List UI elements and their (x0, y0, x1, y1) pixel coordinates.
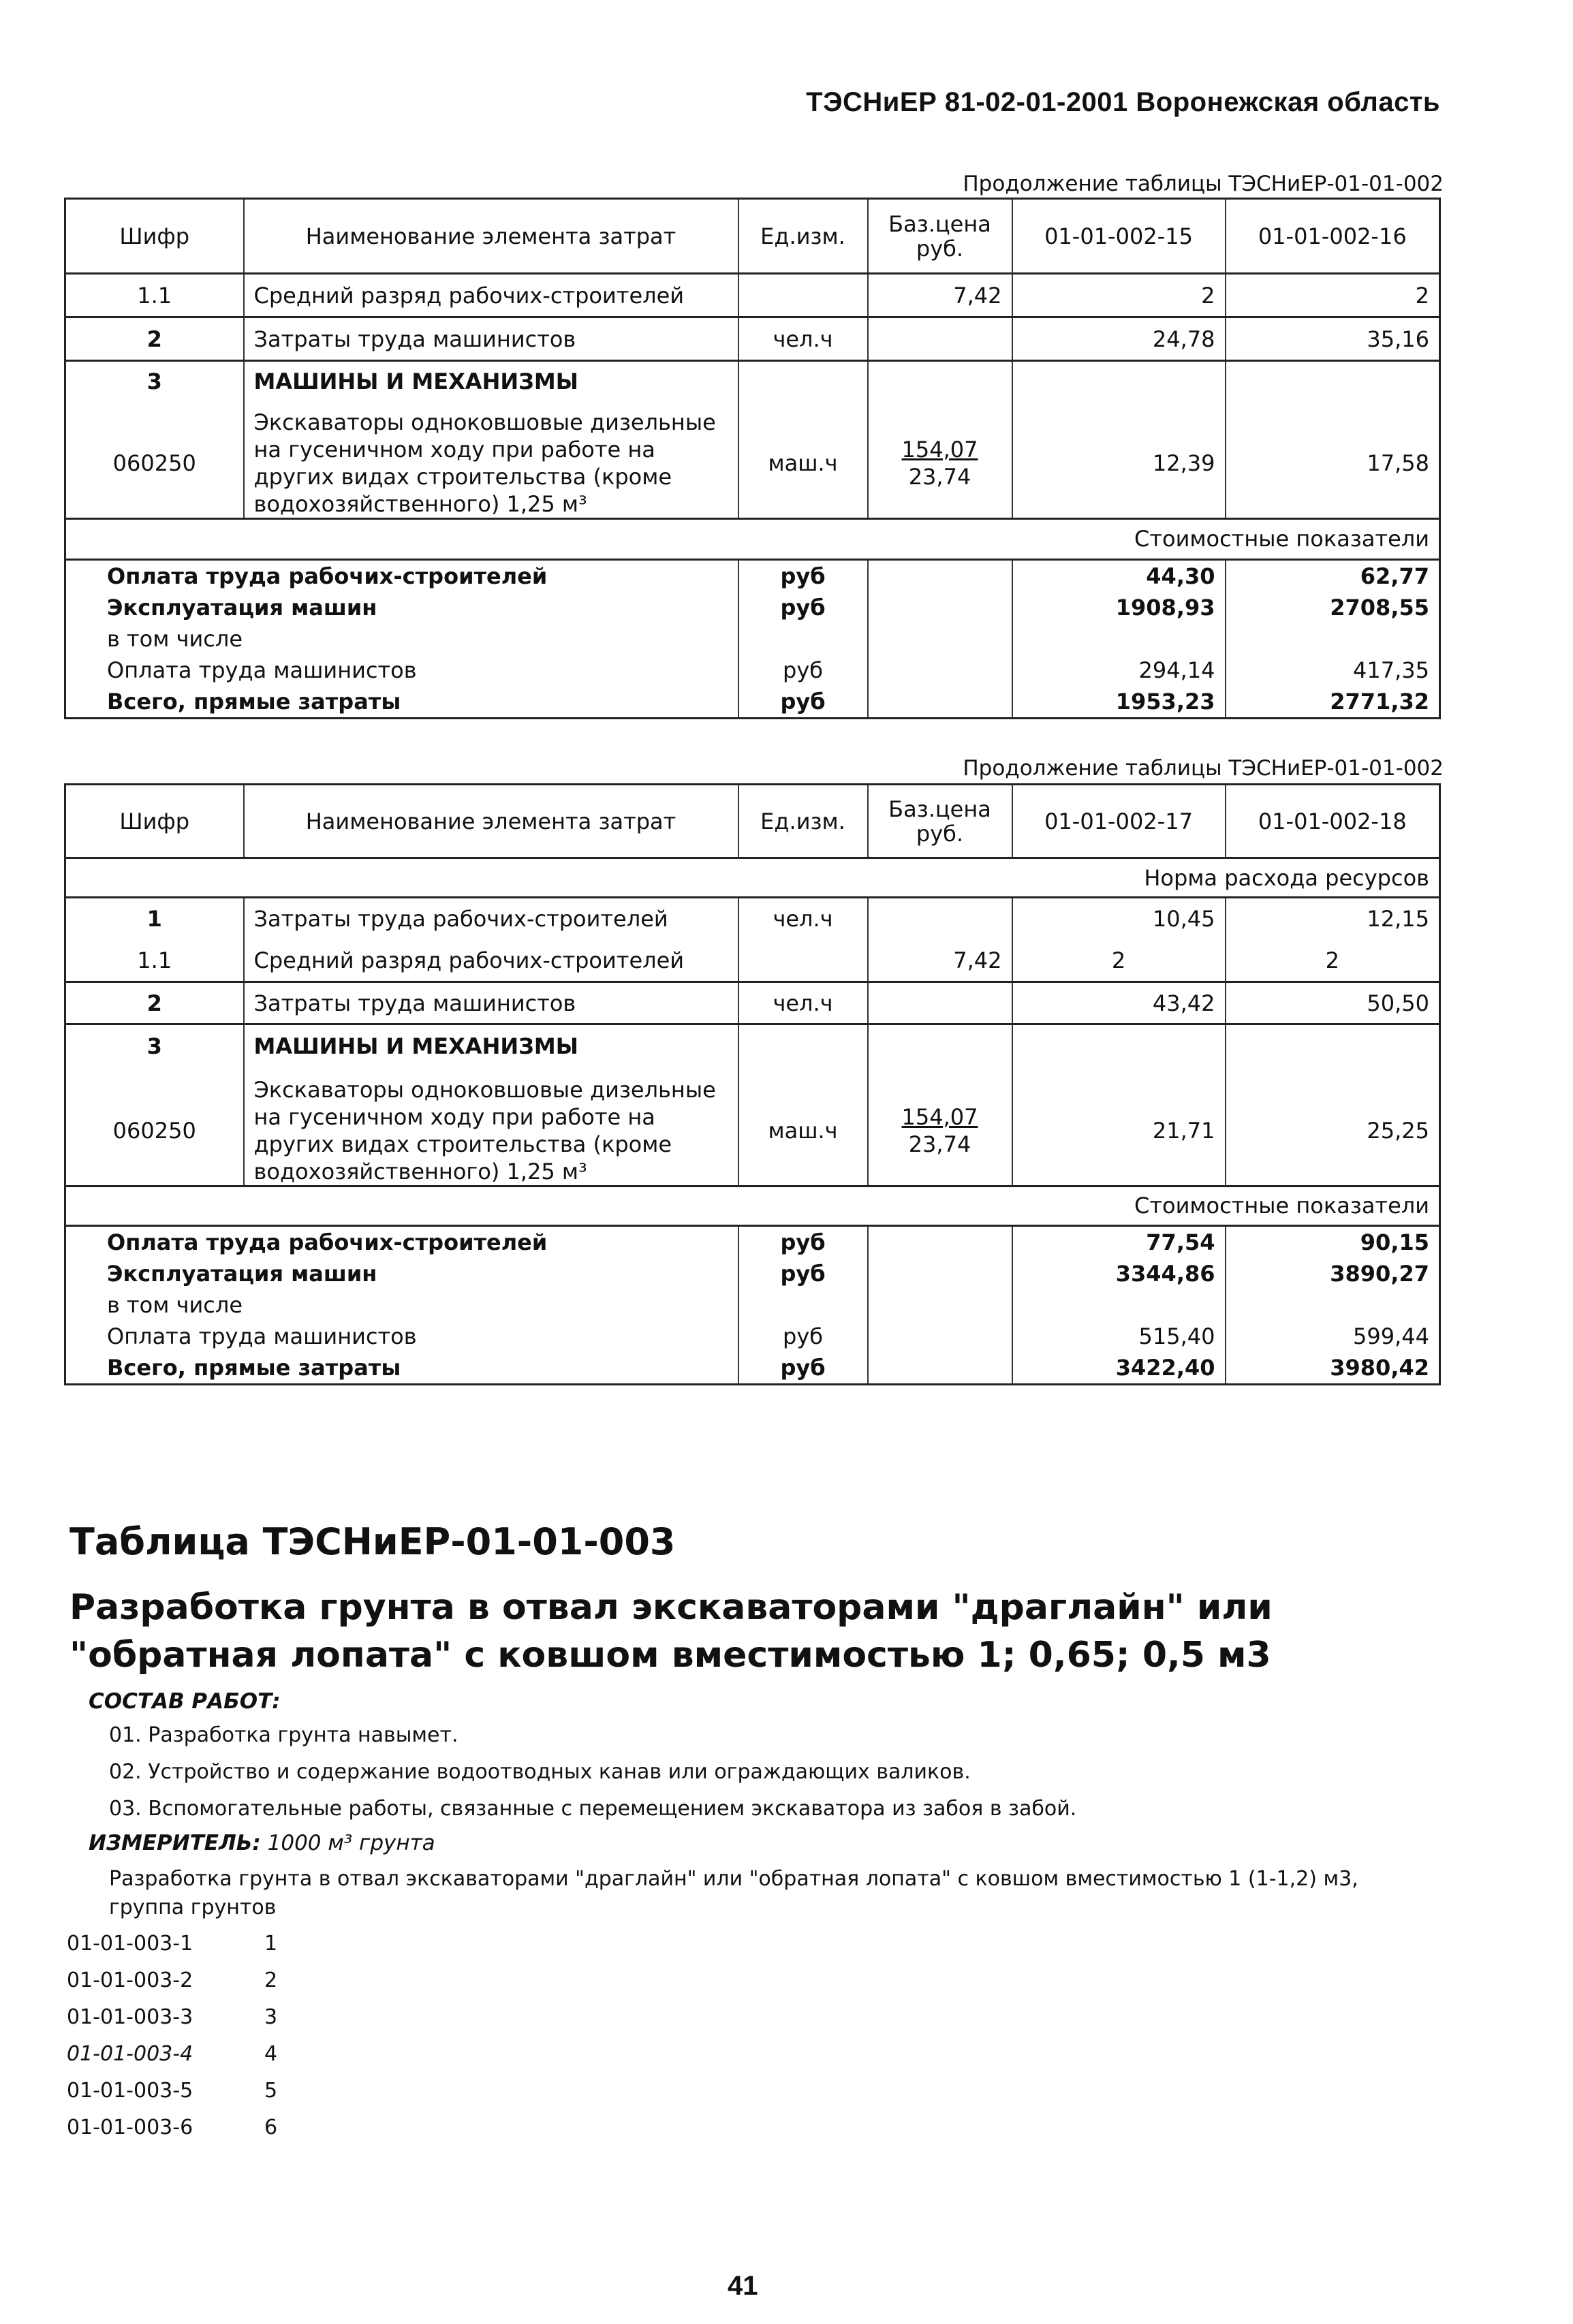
header-name: Наименование элемента затрат (244, 785, 738, 858)
header-unit: Ед.изм. (738, 785, 868, 858)
row-price (868, 982, 1012, 1024)
code-item: 01-01-003-2 (67, 1968, 193, 1992)
row-price-machinist: 23,74 (908, 463, 971, 490)
table1-header-row (65, 199, 1440, 274)
table-row (65, 898, 1440, 940)
row-name: МАШИНЫ И МЕХАНИЗМЫ (244, 1024, 738, 1068)
row-unit (738, 274, 868, 317)
cost-section-label: Стоимостные показатели (1012, 518, 1440, 559)
row-value1: 24,78 (1012, 317, 1226, 361)
header-name: Наименование элемента затрат (244, 199, 738, 274)
cost-section-label: Стоимостные показатели (1012, 1186, 1440, 1225)
page-header: ТЭСНиЕР 81-02-01-2001 Воронежская область (806, 87, 1440, 117)
row-value1: 2 (1012, 274, 1226, 317)
cost-row (65, 1289, 1440, 1321)
row-value2: 35,16 (1226, 317, 1440, 361)
row-value2: 50,50 (1226, 982, 1440, 1024)
page-number: 41 (728, 2271, 758, 2301)
cost-row (65, 623, 1440, 655)
code-item: 01-01-003-4 (67, 2042, 193, 2066)
cost-unit: руб (738, 1352, 868, 1385)
table-row (65, 361, 1440, 402)
measure-label: ИЗМЕРИТЕЛЬ: (89, 1831, 261, 1855)
cost-value2: 2708,55 (1226, 592, 1440, 623)
cost-unit: руб (738, 1225, 868, 1258)
row-unit: чел.ч (738, 982, 868, 1024)
row-code: 060250 (65, 402, 244, 519)
cost-name: в том числе (65, 623, 738, 655)
row-unit: чел.ч (738, 317, 868, 361)
work-composition-label: СОСТАВ РАБОТ: (89, 1689, 281, 1714)
table1 (64, 198, 1441, 719)
row-name: Затраты труда машинистов (244, 982, 738, 1024)
code-group: 2 (264, 1968, 278, 1992)
row-price: 7,42 (868, 940, 1012, 982)
row-unit: маш.ч (738, 402, 868, 519)
cost-name: Оплата труда машинистов (65, 1321, 738, 1352)
cost-name: Эксплуатация машин (65, 1258, 738, 1289)
cost-label-row (65, 1186, 1440, 1225)
code-group: 4 (264, 2042, 278, 2066)
row-name: МАШИНЫ И МЕХАНИЗМЫ (244, 361, 738, 402)
header-col1: 01-01-002-15 (1012, 199, 1226, 274)
row-name: Экскаваторы одноковшовые дизельные на гусеничном ходу при работе на других видах строительства (кроме водохозяйственного) 1,25 м³ (244, 1068, 738, 1187)
code-item: 01-01-003-3 (67, 2005, 193, 2029)
norm-label-row (65, 858, 1440, 898)
row-code: 3 (65, 1024, 244, 1068)
cost-value2: 599,44 (1226, 1321, 1440, 1352)
cost-name: Всего, прямые затраты (65, 686, 738, 719)
code-item: 01-01-003-1 (67, 1932, 193, 1956)
header-code: Шифр (65, 785, 244, 858)
cost-row (65, 1225, 1440, 1258)
cost-unit: руб (738, 559, 868, 592)
cost-value2: 90,15 (1226, 1225, 1440, 1258)
table-title: Таблица ТЭСНиЕР-01-01-003 (69, 1520, 676, 1563)
row-value1: 43,42 (1012, 982, 1226, 1024)
cost-value1: 1953,23 (1012, 686, 1226, 719)
header-col2: 01-01-002-16 (1226, 199, 1440, 274)
row-code: 2 (65, 317, 244, 361)
row-code: 2 (65, 982, 244, 1024)
row-name: Средний разряд рабочих-строителей (244, 274, 738, 317)
norm-section-label: Норма расхода ресурсов (1012, 858, 1440, 898)
section-heading: Разработка грунта в отвал экскаваторами "драглайн" или "обратная лопата" с ковшом вместимостью 1; 0,65; 0,5 м3 (69, 1587, 1273, 1676)
row-code: 1.1 (65, 940, 244, 982)
code-group: 5 (264, 2079, 278, 2103)
cost-value1: 294,14 (1012, 655, 1226, 686)
row-price: 154,07 (901, 1103, 978, 1130)
cost-value1: 515,40 (1012, 1321, 1226, 1352)
description: Разработка грунта в отвал экскаваторами "драглайн" или "обратная лопата" с ковшом вместимостью 1 (1-1,2) м3, группа грунтов (109, 1867, 1358, 1919)
row-code: 3 (65, 361, 244, 402)
cost-value2: 2771,32 (1226, 686, 1440, 719)
header-price: Баз.цена руб. (868, 785, 1012, 858)
table-row (65, 402, 1440, 519)
table-row (65, 982, 1440, 1024)
cost-name: Всего, прямые затраты (65, 1352, 738, 1385)
cost-unit: руб (738, 655, 868, 686)
row-value2: 12,15 (1226, 898, 1440, 940)
cost-unit: руб (738, 686, 868, 719)
row-name: Затраты труда рабочих-строителей (244, 898, 738, 940)
table2-header-row (65, 785, 1440, 858)
row-price (868, 898, 1012, 940)
cost-value2: 3980,42 (1226, 1352, 1440, 1385)
row-value1: 21,71 (1012, 1068, 1226, 1187)
measure-value: 1000 м³ грунта (267, 1831, 435, 1855)
cost-value1: 77,54 (1012, 1225, 1226, 1258)
code-item: 01-01-003-6 (67, 2116, 193, 2139)
row-unit: чел.ч (738, 898, 868, 940)
row-unit (738, 940, 868, 982)
cost-value1: 1908,93 (1012, 592, 1226, 623)
row-price-machinist: 23,74 (908, 1131, 971, 1157)
cost-row (65, 592, 1440, 623)
header-code: Шифр (65, 199, 244, 274)
cost-label-row (65, 518, 1440, 559)
cost-value2: 62,77 (1226, 559, 1440, 592)
row-value2: 2 (1226, 940, 1440, 982)
cost-unit: руб (738, 592, 868, 623)
row-price: 7,42 (868, 274, 1012, 317)
work-item: 01. Разработка грунта навымет. (109, 1723, 458, 1747)
row-value2: 25,25 (1226, 1068, 1440, 1187)
row-value2: 2 (1226, 274, 1440, 317)
header-unit: Ед.изм. (738, 199, 868, 274)
row-value1: 12,39 (1012, 402, 1226, 519)
cost-value1: 3344,86 (1012, 1258, 1226, 1289)
code-group: 6 (264, 2116, 278, 2139)
table-row (65, 317, 1440, 361)
measure-line (89, 1831, 435, 1855)
row-value1: 10,45 (1012, 898, 1226, 940)
row-price (868, 317, 1012, 361)
row-value1: 2 (1012, 940, 1226, 982)
cost-row (65, 686, 1440, 719)
work-item: 02. Устройство и содержание водоотводных канав или ограждающих валиков. (109, 1760, 971, 1784)
row-name: Экскаваторы одноковшовые дизельные на гусеничном ходу при работе на других видах строительства (кроме водохозяйственного) 1,25 м³ (244, 402, 738, 519)
table2-caption: Продолжение таблицы ТЭСНиЕР-01-01-002 (963, 756, 1444, 781)
code-group: 1 (264, 1932, 278, 1956)
cost-value1: 44,30 (1012, 559, 1226, 592)
header-col2: 01-01-002-18 (1226, 785, 1440, 858)
table-row (65, 1024, 1440, 1068)
cost-row (65, 655, 1440, 686)
row-name: Средний разряд рабочих-строителей (244, 940, 738, 982)
cost-row (65, 1352, 1440, 1385)
row-value2: 17,58 (1226, 402, 1440, 519)
cost-name: Оплата труда рабочих-строителей (65, 1225, 738, 1258)
cost-name: в том числе (65, 1289, 738, 1321)
row-code: 1.1 (65, 274, 244, 317)
row-price: 154,07 (901, 436, 978, 462)
cost-name: Эксплуатация машин (65, 592, 738, 623)
cost-unit: руб (738, 1321, 868, 1352)
row-code: 1 (65, 898, 244, 940)
cost-row (65, 1258, 1440, 1289)
table2 (64, 783, 1441, 1385)
table1-caption: Продолжение таблицы ТЭСНиЕР-01-01-002 (963, 172, 1444, 196)
cost-unit: руб (738, 1258, 868, 1289)
row-name: Затраты труда машинистов (244, 317, 738, 361)
cost-value2: 417,35 (1226, 655, 1440, 686)
cost-row (65, 1321, 1440, 1352)
table-row (65, 1068, 1440, 1187)
cost-name: Оплата труда рабочих-строителей (65, 559, 738, 592)
row-code: 060250 (65, 1068, 244, 1187)
cost-value2: 3890,27 (1226, 1258, 1440, 1289)
code-item: 01-01-003-5 (67, 2079, 193, 2103)
header-price: Баз.цена руб. (868, 199, 1012, 274)
code-group: 3 (264, 2005, 278, 2029)
table-row (65, 940, 1440, 982)
work-item: 03. Вспомогательные работы, связанные с перемещением экскаватора из забоя в забой. (109, 1797, 1077, 1821)
cost-value1: 3422,40 (1012, 1352, 1226, 1385)
cost-row (65, 559, 1440, 592)
cost-name: Оплата труда машинистов (65, 655, 738, 686)
row-unit: маш.ч (738, 1068, 868, 1187)
table-row (65, 274, 1440, 317)
header-col1: 01-01-002-17 (1012, 785, 1226, 858)
